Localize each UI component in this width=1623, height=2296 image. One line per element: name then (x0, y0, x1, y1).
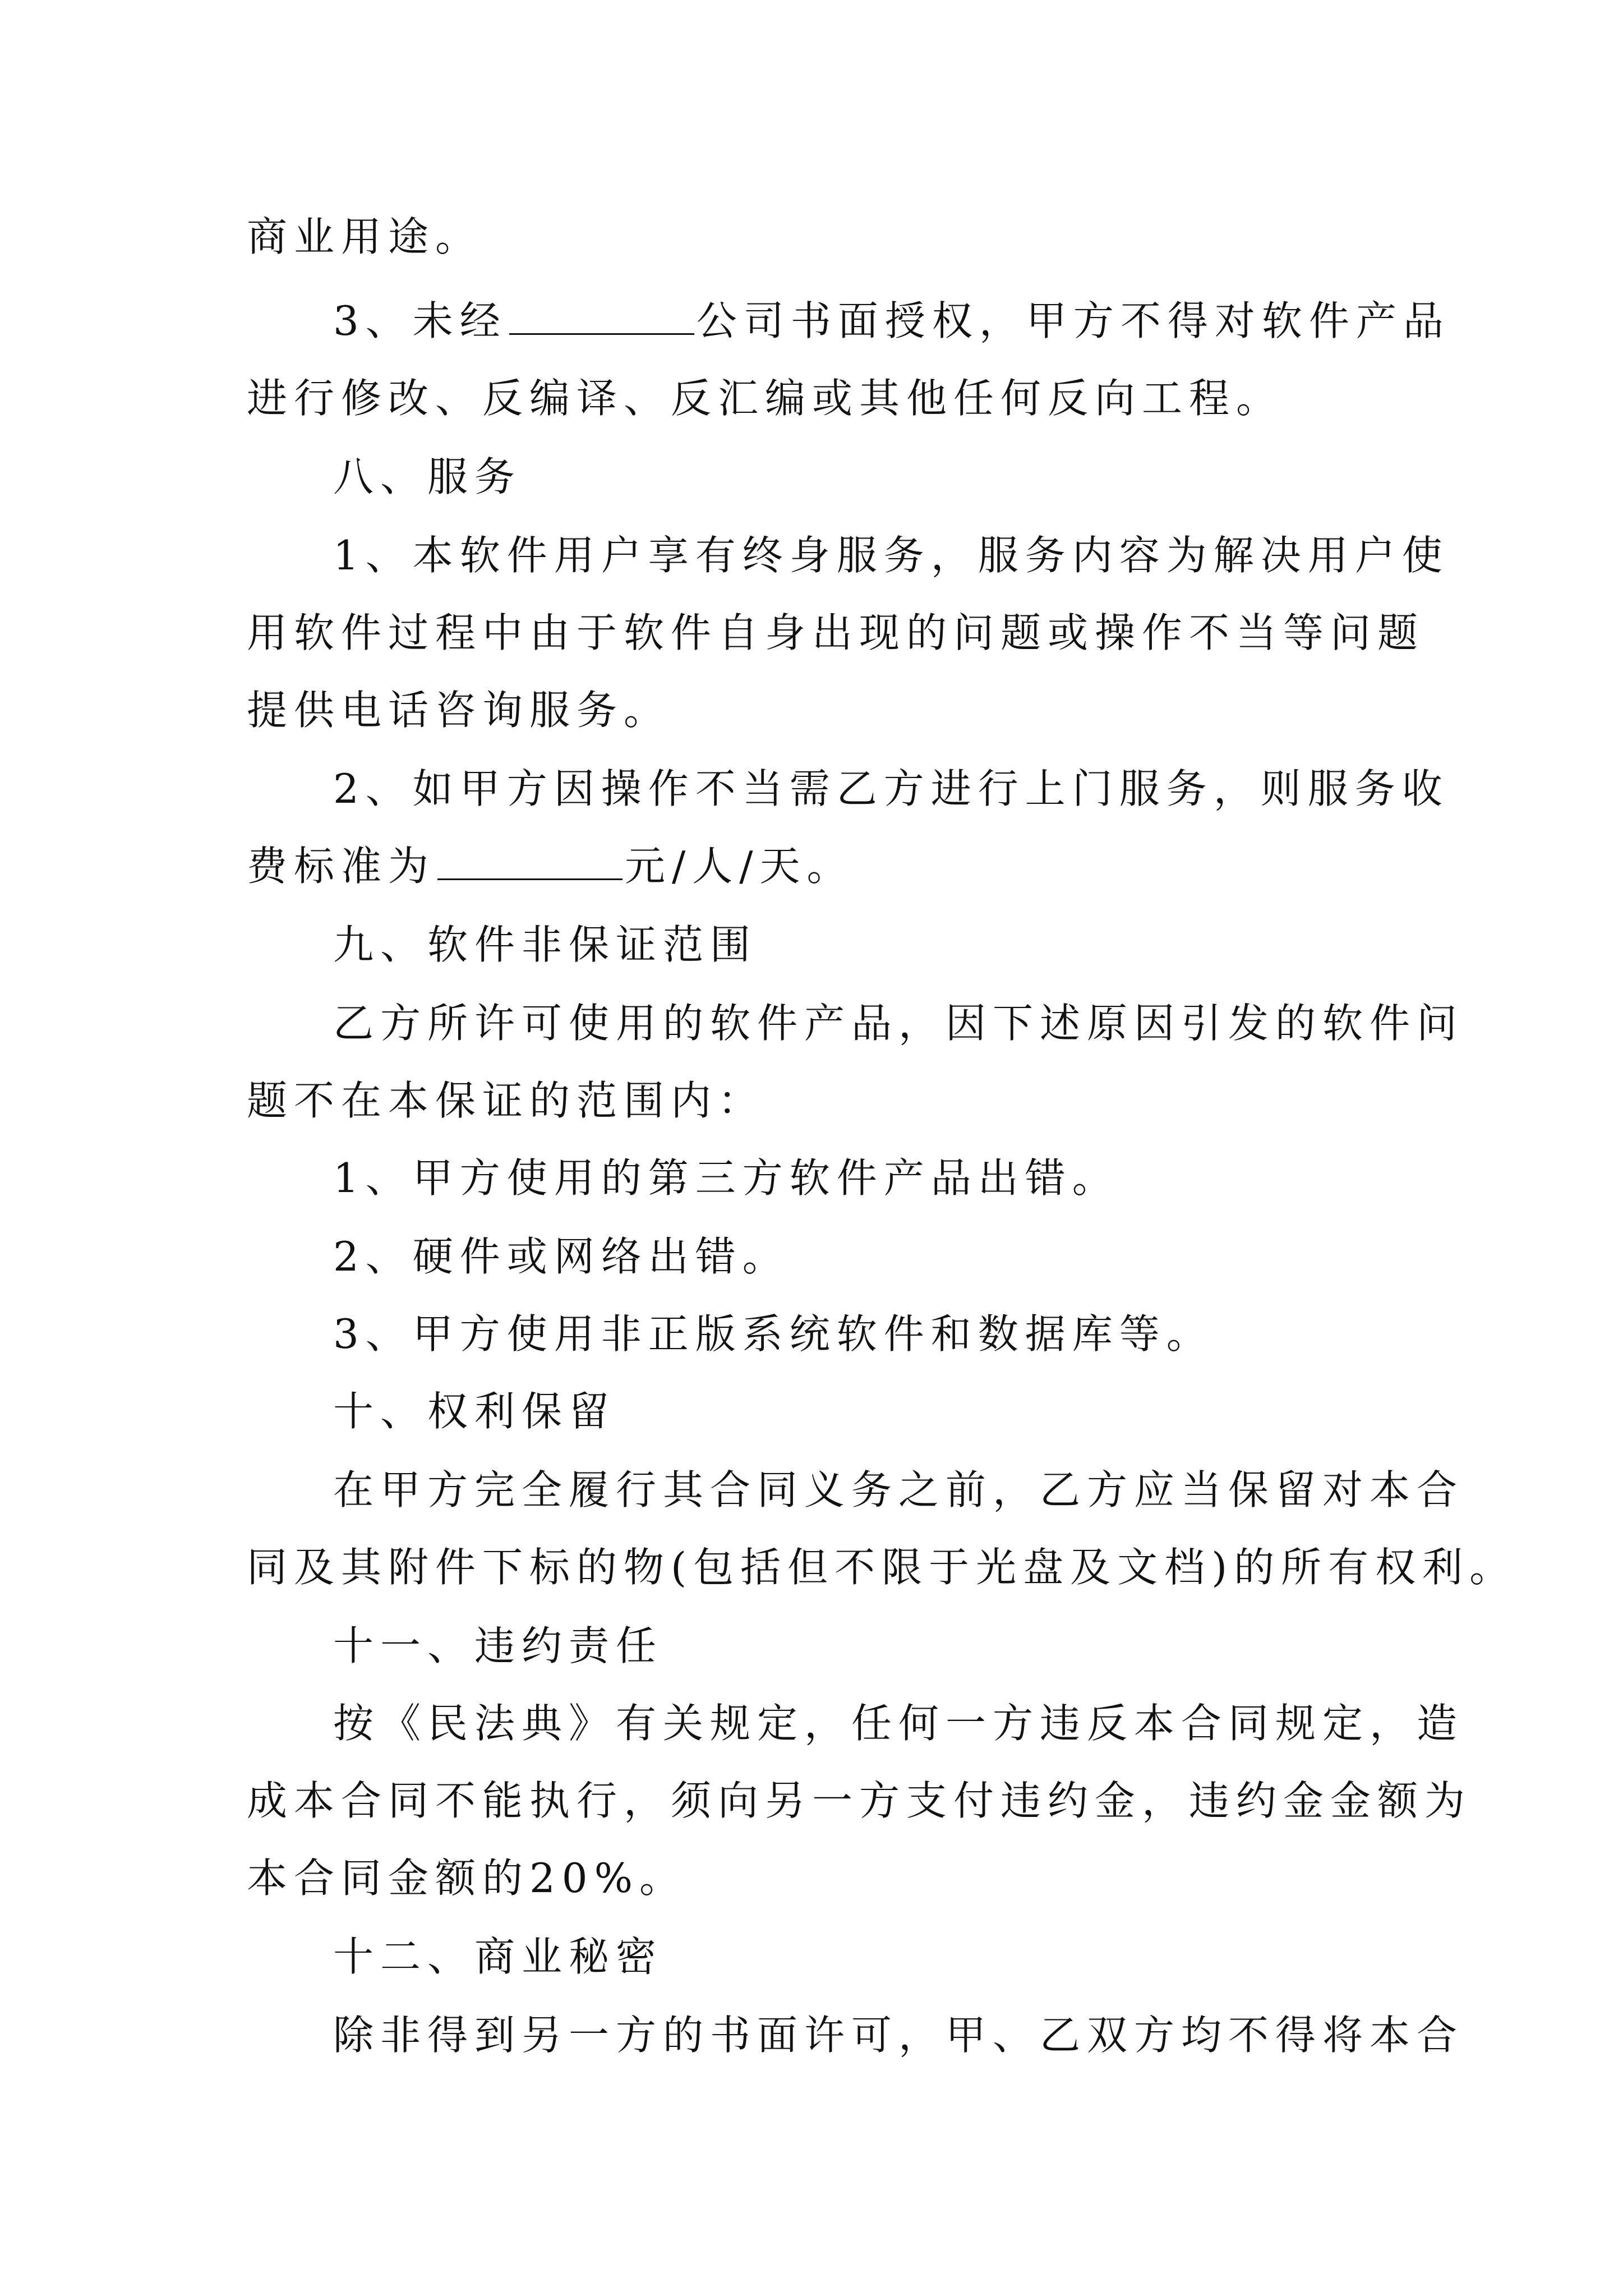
list-item: 2、硬件或网络出错。 (333, 1233, 790, 1280)
text-line: 成本合同不能执行，须向另一方支付违约金，违约金金额为 (247, 1777, 1472, 1824)
text-line: 同及其附件下标的物(包括但不限于光盘及文档)的所有权利。 (247, 1544, 1517, 1591)
text-line: 乙方所许可使用的软件产品，因下述原因引发的软件问 (333, 1000, 1464, 1047)
text-line: 除非得到另一方的书面许可，甲、乙双方均不得将本合 (333, 2012, 1464, 2059)
line-text-after-blank: 元/人/天。 (625, 843, 854, 890)
section-heading: 九、软件非保证范围 (333, 921, 758, 968)
text-line-with-blank (247, 838, 1396, 894)
text-line: 提供电话咨询服务。 (247, 687, 671, 734)
fill-in-blank (509, 300, 694, 335)
section-heading: 十二、商业秘密 (333, 1933, 663, 1980)
section-heading: 十、权利保留 (333, 1388, 616, 1435)
text-line: 商业用途。 (247, 213, 483, 260)
text-line: 在甲方完全履行其合同义务之前，乙方应当保留对本合 (333, 1466, 1464, 1513)
line-text-before-blank: 3、未经 (333, 297, 507, 344)
section-heading: 十一、违约责任 (333, 1622, 663, 1669)
fill-in-blank (437, 845, 623, 880)
text-line: 进行修改、反编译、反汇编或其他任何反向工程。 (247, 375, 1284, 422)
text-line: 1、本软件用户享有终身服务，服务内容为解决用户使 (333, 532, 1449, 579)
section-heading: 八、服务 (333, 453, 522, 500)
line-text-after-blank: 公司书面授权，甲方不得对软件产品 (696, 297, 1450, 344)
text-line: 题不在本保证的范围内： (247, 1077, 766, 1124)
text-line: 用软件过程中由于软件自身出现的问题或操作不当等问题 (247, 609, 1425, 656)
line-text-before-blank: 费标准为 (247, 843, 436, 890)
text-line-with-blank (333, 293, 1483, 349)
list-item: 3、甲方使用非正版系统软件和数据库等。 (333, 1310, 1214, 1358)
text-line: 按《民法典》有关规定，任何一方违反本合同规定，造 (333, 1700, 1464, 1747)
text-line: 本合同金额的20%。 (247, 1855, 687, 1902)
text-line: 2、如甲方因操作不当需乙方进行上门服务，则服务收 (333, 765, 1449, 812)
list-item: 1、甲方使用的第三方软件产品出错。 (333, 1154, 1119, 1202)
